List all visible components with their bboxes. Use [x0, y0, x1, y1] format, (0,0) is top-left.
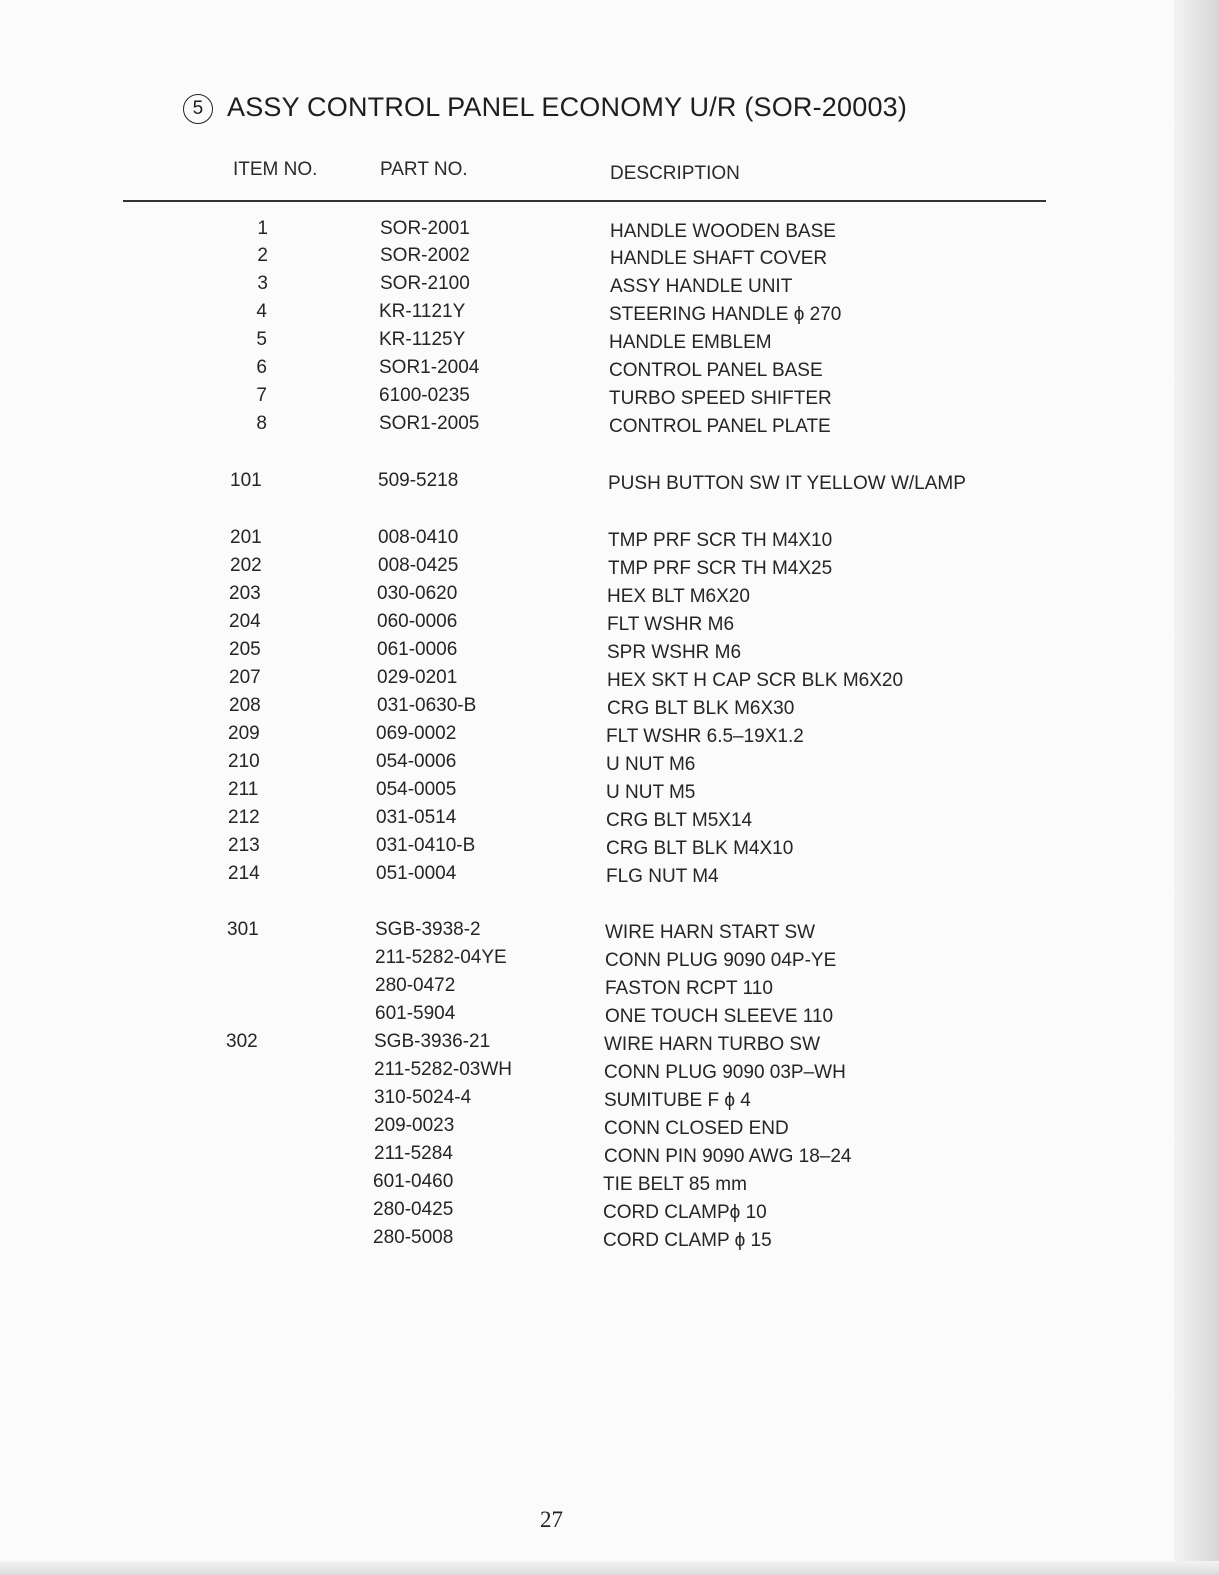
description-cell: CONTROL PANEL BASE: [609, 360, 823, 381]
table-row: [0, 1115, 1219, 1143]
item-number-cell: 201: [230, 527, 262, 548]
part-number-cell: 280-0472: [375, 975, 456, 996]
table-row: [0, 695, 1219, 723]
description-cell: WIRE HARN TURBO SW: [604, 1034, 821, 1055]
section-number-circle: 5: [183, 94, 213, 124]
item-number-cell: 1: [257, 218, 268, 239]
part-number-cell: 054-0006: [376, 751, 457, 772]
table-row: [0, 1227, 1219, 1255]
part-number-cell: 029-0201: [377, 667, 458, 688]
table-row: [0, 611, 1219, 639]
item-number-cell: 203: [229, 583, 261, 604]
part-number-cell: KR-1125Y: [379, 329, 466, 350]
item-number-cell: 3: [257, 273, 268, 294]
description-cell: TIE BELT 85 mm: [603, 1174, 747, 1195]
description-cell: HEX BLT M6X20: [607, 586, 750, 607]
part-number-cell: SOR1-2005: [379, 413, 480, 434]
item-number-cell: 2: [257, 245, 268, 266]
part-number-cell: 008-0410: [378, 527, 459, 548]
item-number-cell: 207: [229, 667, 261, 688]
item-number-cell: 4: [256, 301, 267, 322]
table-row: [0, 807, 1219, 835]
table-row: [0, 975, 1219, 1003]
description-cell: CONN PLUG 9090 03P–WH: [604, 1062, 846, 1083]
item-number-cell: 5: [256, 329, 267, 350]
table-row: [0, 218, 1219, 246]
description-cell: ASSY HANDLE UNIT: [610, 276, 793, 297]
table-row: [0, 1199, 1219, 1227]
part-number-cell: 211-5282-03WH: [374, 1059, 513, 1080]
part-number-cell: KR-1121Y: [379, 301, 466, 322]
item-number-cell: 205: [229, 639, 261, 660]
part-number-cell: 051-0004: [376, 863, 457, 884]
part-number-cell: 280-5008: [373, 1227, 454, 1248]
part-number-cell: 211-5284: [374, 1143, 453, 1164]
header-part-no: PART NO.: [380, 159, 468, 180]
description-cell: CONTROL PANEL PLATE: [609, 416, 831, 437]
table-row: [0, 1143, 1219, 1171]
part-number-cell: 008-0425: [378, 555, 459, 576]
table-row: [0, 301, 1219, 329]
table-row: [0, 357, 1219, 385]
item-number-cell: 301: [227, 919, 259, 940]
description-cell: HEX SKT H CAP SCR BLK M6X20: [607, 670, 904, 691]
description-cell: STEERING HANDLE ϕ 270: [609, 304, 842, 325]
table-row: [0, 583, 1219, 611]
header-description: DESCRIPTION: [610, 163, 740, 184]
part-number-cell: SOR-2100: [380, 273, 470, 294]
item-number-cell: 8: [256, 413, 267, 434]
part-number-cell: 6100-0235: [379, 385, 470, 406]
item-number-cell: 6: [256, 357, 267, 378]
part-number-cell: 031-0410-B: [376, 835, 476, 856]
description-cell: CORD CLAMP ϕ 15: [603, 1230, 772, 1251]
part-number-cell: 060-0006: [377, 611, 458, 632]
description-cell: U NUT M5: [606, 782, 696, 803]
item-number-cell: 7: [256, 385, 267, 406]
part-number-cell: SGB-3938-2: [375, 919, 481, 940]
part-number-cell: 310-5024-4: [374, 1087, 472, 1108]
table-row: [0, 555, 1219, 583]
description-cell: HANDLE EMBLEM: [609, 332, 772, 353]
item-number-cell: 213: [228, 835, 260, 856]
part-number-cell: 601-0460: [373, 1171, 454, 1192]
description-cell: FLT WSHR 6.5–19X1.2: [606, 726, 804, 747]
table-row: [0, 385, 1219, 413]
description-cell: CONN PIN 9090 AWG 18–24: [604, 1146, 852, 1167]
table-row: [0, 751, 1219, 779]
page-number: 27: [540, 1507, 563, 1532]
description-cell: PUSH BUTTON SW IT YELLOW W/LAMP: [608, 473, 966, 494]
part-number-cell: SOR-2002: [380, 245, 470, 266]
description-cell: CONN PLUG 9090 04P-YE: [605, 950, 837, 971]
item-number-cell: 209: [228, 723, 260, 744]
table-row: [0, 527, 1219, 555]
description-cell: TURBO SPEED SHIFTER: [609, 388, 832, 409]
table-row: [0, 413, 1219, 441]
page-bottom-shadow: [0, 1561, 1219, 1575]
table-row: [0, 1087, 1219, 1115]
description-cell: FLT WSHR M6: [607, 614, 735, 635]
table-row: [0, 1031, 1219, 1059]
part-number-cell: 211-5282-04YE: [375, 947, 507, 968]
description-cell: CONN CLOSED END: [604, 1118, 789, 1139]
table-row: [0, 723, 1219, 751]
description-cell: FASTON RCPT 110: [605, 978, 773, 999]
table-row: [0, 245, 1219, 273]
table-row: [0, 639, 1219, 667]
item-number-cell: 204: [229, 611, 261, 632]
description-cell: TMP PRF SCR TH M4X10: [608, 530, 833, 551]
part-number-cell: 031-0630-B: [377, 695, 477, 716]
item-number-cell: 214: [228, 863, 260, 884]
part-number-cell: 509-5218: [378, 470, 459, 491]
description-cell: CORD CLAMPϕ 10: [603, 1202, 767, 1223]
description-cell: HANDLE WOODEN BASE: [610, 221, 836, 242]
part-number-cell: 280-0425: [373, 1199, 454, 1220]
description-cell: FLG NUT M4: [606, 866, 719, 887]
table-row: [0, 835, 1219, 863]
table-row: [0, 1059, 1219, 1087]
description-cell: CRG BLT BLK M6X30: [607, 698, 795, 719]
part-number-cell: SOR-2001: [380, 218, 470, 239]
part-number-cell: 031-0514: [376, 807, 457, 828]
header-item-no: ITEM NO.: [233, 159, 318, 180]
table-row: [0, 329, 1219, 357]
table-row: [0, 667, 1219, 695]
section-title: [183, 92, 907, 124]
table-row: [0, 947, 1219, 975]
description-cell: ONE TOUCH SLEEVE 110: [605, 1006, 834, 1027]
table-row: [0, 1003, 1219, 1031]
description-cell: HANDLE SHAFT COVER: [610, 248, 828, 269]
part-number-cell: 601-5904: [375, 1003, 456, 1024]
part-number-cell: SOR1-2004: [379, 357, 480, 378]
description-cell: U NUT M6: [606, 754, 696, 775]
part-number-cell: 061-0006: [377, 639, 458, 660]
part-number-cell: 054-0005: [376, 779, 457, 800]
item-number-cell: 211: [228, 779, 259, 800]
part-number-cell: 209-0023: [374, 1115, 455, 1136]
part-number-cell: 069-0002: [376, 723, 457, 744]
item-number-cell: 101: [230, 470, 262, 491]
table-row: [0, 1171, 1219, 1199]
item-number-cell: 202: [230, 555, 262, 576]
table-row: [0, 779, 1219, 807]
table-row: [0, 919, 1219, 947]
description-cell: TMP PRF SCR TH M4X25: [608, 558, 833, 579]
description-cell: WIRE HARN START SW: [605, 922, 816, 943]
part-number-cell: SGB-3936-21: [374, 1031, 491, 1052]
table-row: [0, 273, 1219, 301]
item-number-cell: 212: [228, 807, 260, 828]
description-cell: SPR WSHR M6: [607, 642, 742, 663]
header-divider: [123, 200, 1046, 202]
description-cell: CRG BLT M5X14: [606, 810, 753, 831]
item-number-cell: 210: [228, 751, 260, 772]
description-cell: SUMITUBE F ϕ 4: [604, 1090, 751, 1111]
item-number-cell: 302: [226, 1031, 258, 1052]
item-number-cell: 208: [229, 695, 261, 716]
section-title-text: ASSY CONTROL PANEL ECONOMY U/R (SOR-20003): [227, 92, 908, 122]
description-cell: CRG BLT BLK M4X10: [606, 838, 794, 859]
part-number-cell: 030-0620: [377, 583, 458, 604]
table-row: [0, 470, 1219, 498]
table-row: [0, 863, 1219, 891]
